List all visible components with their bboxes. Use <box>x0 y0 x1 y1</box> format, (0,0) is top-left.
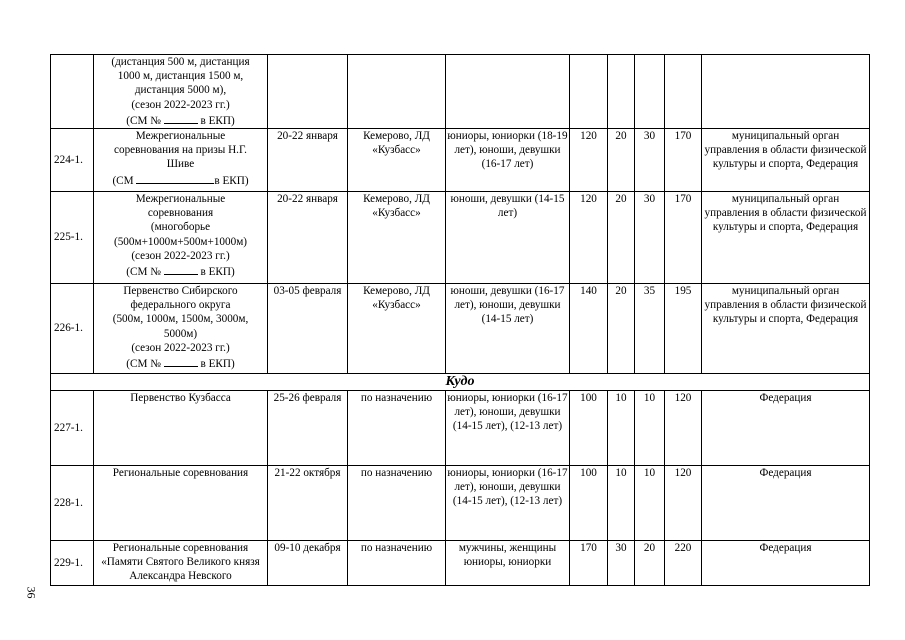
event-place: Кемерово, ЛД «Кузбасс» <box>348 284 446 374</box>
event-ages: юниоры, юниорки (16-17 лет), юноши, девушки (14-15 лет), (12-13 лет) <box>446 466 570 541</box>
event-name: Межрегиональные соревнования на призы Н.Г. Шиве (СМ в ЕКП) <box>94 129 268 192</box>
count-1: 140 <box>570 284 608 374</box>
count-3: 10 <box>635 466 665 541</box>
event-date: 20-22 января <box>268 192 348 284</box>
event-date: 25-26 февраля <box>268 391 348 466</box>
event-organizer: Федерация <box>702 391 870 466</box>
count-total: 220 <box>665 541 702 586</box>
event-place: по назначению <box>348 466 446 541</box>
event-ages: юноши, девушки (16-17 лет), юноши, девушки (14-15 лет) <box>446 284 570 374</box>
row-number: 228-1. <box>51 466 94 541</box>
event-organizer: Федерация <box>702 466 870 541</box>
count-2: 30 <box>608 541 635 586</box>
count-2: 20 <box>608 129 635 192</box>
event-ages: юноши, девушки (14-15 лет) <box>446 192 570 284</box>
event-name: Первенство Сибирского федерального округа (500м, 1000м, 1500м, 3000м, 5000м) (сезон 2022-2023 гг.) (СМ № в ЕКП) <box>94 284 268 374</box>
count-1: 120 <box>570 192 608 284</box>
count-3: 35 <box>635 284 665 374</box>
count-3: 30 <box>635 192 665 284</box>
event-name: Первенство Кузбасса <box>94 391 268 466</box>
event-place: Кемерово, ЛД «Кузбасс» <box>348 192 446 284</box>
event-date: 03-05 февраля <box>268 284 348 374</box>
count-2: 20 <box>608 284 635 374</box>
table-row <box>51 466 870 541</box>
table-row <box>51 129 870 192</box>
event-name: Региональные соревнования <box>94 466 268 541</box>
event-organizer: муниципальный орган управления в области физической культуры и спорта, Федерация <box>702 129 870 192</box>
count-total: 120 <box>665 466 702 541</box>
count-3 <box>635 55 665 129</box>
event-ages: мужчины, женщины юниоры, юниорки <box>446 541 570 586</box>
event-place: по назначению <box>348 541 446 586</box>
count-2: 20 <box>608 192 635 284</box>
event-date: 21-22 октября <box>268 466 348 541</box>
count-2 <box>608 55 635 129</box>
count-2: 10 <box>608 466 635 541</box>
event-date <box>268 55 348 129</box>
event-organizer: Федерация <box>702 541 870 586</box>
section-title: Кудо <box>51 374 870 391</box>
event-name: (дистанция 500 м, дистанция 1000 м, дистанция 1500 м, дистанция 5000 м), (сезон 2022-2023 гг.) (СМ № в ЕКП) <box>94 55 268 129</box>
row-number: 224-1. <box>51 129 94 192</box>
row-number: 229-1. <box>51 541 94 586</box>
count-3: 10 <box>635 391 665 466</box>
event-organizer <box>702 55 870 129</box>
count-3: 30 <box>635 129 665 192</box>
table-row <box>51 55 870 129</box>
count-total: 195 <box>665 284 702 374</box>
event-place: Кемерово, ЛД «Кузбасс» <box>348 129 446 192</box>
count-1: 100 <box>570 466 608 541</box>
event-place <box>348 55 446 129</box>
event-organizer: муниципальный орган управления в области физической культуры и спорта, Федерация <box>702 284 870 374</box>
section-row <box>51 374 870 391</box>
event-name: Региональные соревнования «Памяти Святого Великого князя Александра Невского <box>94 541 268 586</box>
count-3: 20 <box>635 541 665 586</box>
table-row <box>51 192 870 284</box>
event-organizer: муниципальный орган управления в области физической культуры и спорта, Федерация <box>702 192 870 284</box>
count-total: 120 <box>665 391 702 466</box>
event-name: Межрегиональные соревнования (многоборье (500м+1000м+500м+1000м) (сезон 2022-2023 гг.) (СМ № в ЕКП) <box>94 192 268 284</box>
count-1: 100 <box>570 391 608 466</box>
event-date: 09-10 декабря <box>268 541 348 586</box>
event-date: 20-22 января <box>268 129 348 192</box>
row-number: 225-1. <box>51 192 94 284</box>
event-place: по назначению <box>348 391 446 466</box>
page-number: 36 <box>24 586 39 599</box>
count-total: 170 <box>665 192 702 284</box>
row-number <box>51 55 94 129</box>
table-row <box>51 284 870 374</box>
events-table <box>50 54 870 586</box>
event-ages <box>446 55 570 129</box>
event-ages: юниоры, юниорки (16-17 лет), юноши, девушки (14-15 лет), (12-13 лет) <box>446 391 570 466</box>
count-total <box>665 55 702 129</box>
row-number: 226-1. <box>51 284 94 374</box>
count-1: 120 <box>570 129 608 192</box>
count-1 <box>570 55 608 129</box>
count-total: 170 <box>665 129 702 192</box>
count-1: 170 <box>570 541 608 586</box>
count-2: 10 <box>608 391 635 466</box>
event-ages: юниоры, юниорки (18-19 лет), юноши, девушки (16-17 лет) <box>446 129 570 192</box>
row-number: 227-1. <box>51 391 94 466</box>
table-row <box>51 391 870 466</box>
table-row <box>51 541 870 586</box>
